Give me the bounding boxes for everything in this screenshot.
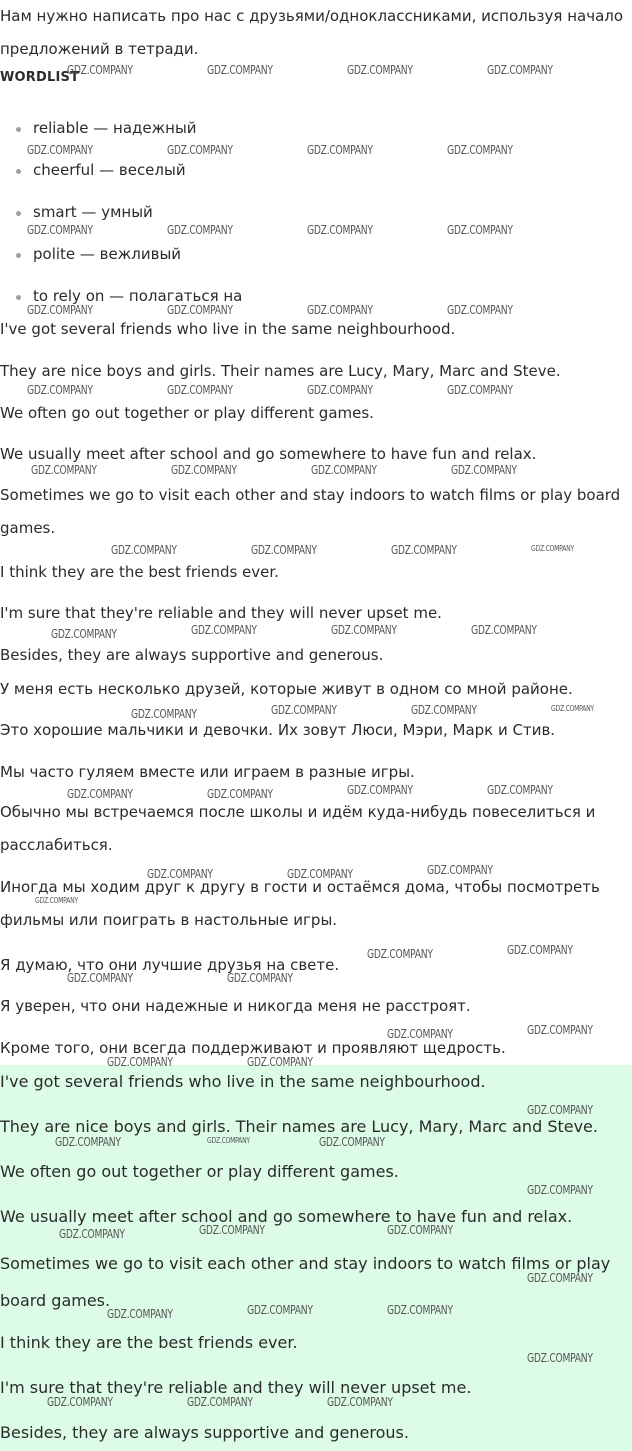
watermark: GDZ.COMPANY [287,867,353,881]
english-line: I'm sure that they're reliable and they will never upset me. [0,604,442,622]
watermark: GDZ.COMPANY [59,1227,125,1241]
watermark: GDZ.COMPANY [551,704,594,713]
russian-line: Кроме того, они всегда поддерживают и проявляют щедрость. [0,1039,506,1057]
watermark: GDZ.COMPANY [111,543,177,557]
watermark: GDZ.COMPANY [347,63,413,77]
watermark: GDZ.COMPANY [447,303,513,317]
watermark: GDZ.COMPANY [187,1395,253,1409]
watermark: GDZ.COMPANY [67,971,133,985]
bullet-icon [16,211,21,216]
russian-line: Обычно мы встречаемся после школы и идём куда-нибудь повеселиться и расслабиться. [0,803,596,854]
watermark: GDZ.COMPANY [527,1271,593,1285]
bullet-icon [16,253,21,258]
english-line: We often go out together or play different games. [0,404,374,422]
watermark: GDZ.COMPANY [507,943,573,957]
watermark: GDZ.COMPANY [447,223,513,237]
watermark: GDZ.COMPANY [331,623,397,637]
russian-line: Иногда мы ходим друг к другу в гости и остаёмся дома, чтобы посмотреть фильмы или поиграть в настольные игры. [0,878,600,929]
watermark: GDZ.COMPANY [131,707,197,721]
watermark: GDZ.COMPANY [311,463,377,477]
watermark: GDZ.COMPANY [271,703,337,717]
watermark: GDZ.COMPANY [167,383,233,397]
watermark: GDZ.COMPANY [67,63,133,77]
watermark: GDZ.COMPANY [167,303,233,317]
watermark: GDZ.COMPANY [527,1351,593,1365]
watermark: GDZ.COMPANY [227,971,293,985]
watermark: GDZ.COMPANY [387,1027,453,1041]
watermark: GDZ.COMPANY [391,543,457,557]
watermark: GDZ.COMPANY [51,627,117,641]
watermark: GDZ.COMPANY [207,787,273,801]
watermark: GDZ.COMPANY [147,867,213,881]
watermark: GDZ.COMPANY [67,787,133,801]
watermark: GDZ.COMPANY [27,303,93,317]
watermark: GDZ.COMPANY [35,896,78,905]
english-line: Sometimes we go to visit each other and stay indoors to watch films or play board games. [0,486,621,537]
answer-line: I think they are the best friends ever. [0,1333,298,1352]
watermark: GDZ.COMPANY [487,63,553,77]
english-line: They are nice boys and girls. Their names are Lucy, Mary, Marc and Steve. [0,362,561,380]
bullet-icon [16,127,21,132]
watermark: GDZ.COMPANY [47,1395,113,1409]
watermark: GDZ.COMPANY [307,143,373,157]
watermark: GDZ.COMPANY [411,703,477,717]
watermark: GDZ.COMPANY [447,383,513,397]
wordlist-item: cheerful — веселый [33,161,186,179]
watermark: GDZ.COMPANY [247,1303,313,1317]
english-line: We usually meet after school and go somewhere to have fun and relax. [0,445,537,463]
watermark: GDZ.COMPANY [107,1307,173,1321]
watermark: GDZ.COMPANY [527,1103,593,1117]
wordlist-item: reliable — надежный [33,119,197,137]
english-line: I think they are the best friends ever. [0,563,279,581]
watermark: GDZ.COMPANY [107,1055,173,1069]
wordlist-item: smart — умный [33,203,153,221]
watermark: GDZ.COMPANY [207,1136,250,1145]
watermark: GDZ.COMPANY [387,1303,453,1317]
russian-line: У меня есть несколько друзей, которые живут в одном со мной районе. [0,680,573,698]
answer-line: I've got several friends who live in the same neighbourhood. [0,1072,486,1091]
english-line: Besides, they are always supportive and generous. [0,646,384,664]
bullet-icon [16,295,21,300]
answer-line: We usually meet after school and go somewhere to have fun and relax. [0,1207,573,1226]
answer-line: We often go out together or play different games. [0,1162,399,1181]
watermark: GDZ.COMPANY [527,1183,593,1197]
wordlist-item: to rely on — полагаться на [33,287,243,305]
watermark: GDZ.COMPANY [27,223,93,237]
watermark: GDZ.COMPANY [167,143,233,157]
bullet-icon [16,169,21,174]
watermark: GDZ.COMPANY [31,463,97,477]
watermark: GDZ.COMPANY [471,623,537,637]
russian-line: Это хорошие мальчики и девочки. Их зовут Люси, Мэри, Марк и Стив. [0,721,556,739]
watermark: GDZ.COMPANY [247,1055,313,1069]
answer-line: Besides, they are always supportive and generous. [0,1423,409,1442]
watermark: GDZ.COMPANY [251,543,317,557]
watermark: GDZ.COMPANY [167,223,233,237]
watermark: GDZ.COMPANY [27,143,93,157]
watermark: GDZ.COMPANY [487,783,553,797]
answer-line: Sometimes we go to visit each other and stay indoors to watch films or play board games. [0,1254,611,1310]
watermark: GDZ.COMPANY [451,463,517,477]
watermark: GDZ.COMPANY [427,863,493,877]
watermark: GDZ.COMPANY [27,383,93,397]
wordlist-title: WORDLIST [0,70,80,85]
watermark: GDZ.COMPANY [171,463,237,477]
watermark: GDZ.COMPANY [307,383,373,397]
russian-line: Я думаю, что они лучшие друзья на свете. [0,956,340,974]
watermark: GDZ.COMPANY [191,623,257,637]
watermark: GDZ.COMPANY [347,783,413,797]
answer-line: I'm sure that they're reliable and they will never upset me. [0,1378,472,1397]
watermark: GDZ.COMPANY [207,63,273,77]
russian-line: Я уверен, что они надежные и никогда меня не расстроят. [0,997,471,1015]
english-line: I've got several friends who live in the same neighbourhood. [0,320,456,338]
watermark: GDZ.COMPANY [307,303,373,317]
intro-text: Нам нужно написать про нас с друзьями/одноклассниками, используя начало предложений в тетради. [0,7,624,58]
watermark: GDZ.COMPANY [531,544,574,553]
answer-line: They are nice boys and girls. Their names are Lucy, Mary, Marc and Steve. [0,1117,598,1136]
watermark: GDZ.COMPANY [307,223,373,237]
watermark: GDZ.COMPANY [319,1135,385,1149]
wordlist-item: polite — вежливый [33,245,182,263]
watermark: GDZ.COMPANY [387,1223,453,1237]
watermark: GDZ.COMPANY [55,1135,121,1149]
watermark: GDZ.COMPANY [367,947,433,961]
russian-line: Мы часто гуляем вместе или играем в разные игры. [0,763,415,781]
watermark: GDZ.COMPANY [447,143,513,157]
watermark: GDZ.COMPANY [527,1023,593,1037]
watermark: GDZ.COMPANY [327,1395,393,1409]
watermark: GDZ.COMPANY [199,1223,265,1237]
